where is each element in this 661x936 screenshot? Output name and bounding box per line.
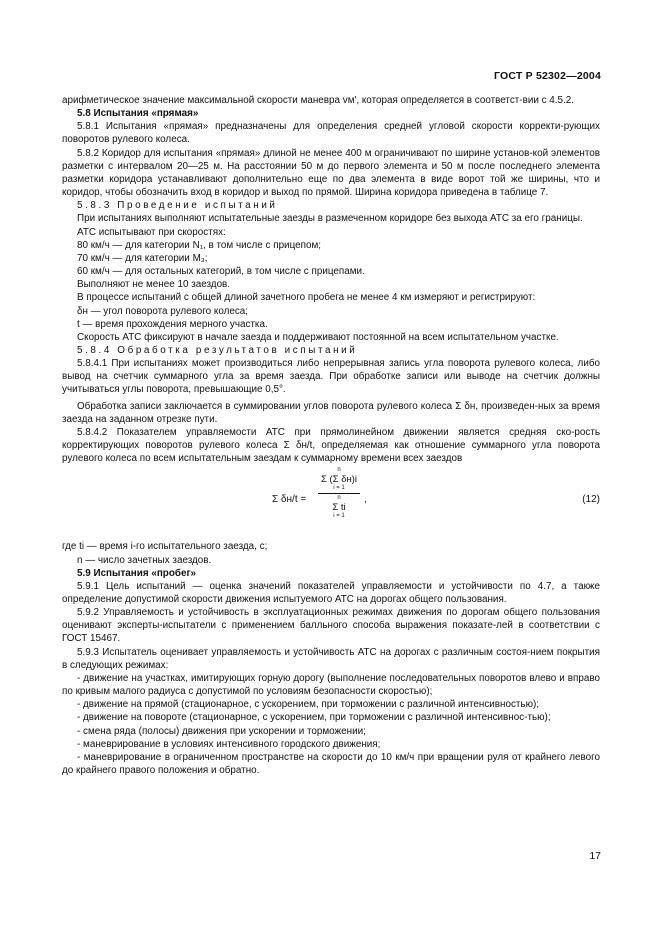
paragraph-line: - движение на повороте (стационарное, с ускорением, при торможении с различной интенсивнос-тью); [77, 712, 551, 724]
paragraph-line: 5.8.3 Проведение испытаний [77, 200, 278, 212]
paragraph-line: арифметическое значение максимальной скорости маневра vм', которая определяется в соответст-вии с 4.5.2. [62, 95, 574, 106]
formula-number: (12) [582, 494, 600, 506]
paragraph-line: 5.8.4.2 Показателем управляемости АТС при прямолинейном движении является средняя ско-рость корректирующих поворотов рулевого колеса Σ δн/t, определяемая как отношение суммарного угла поворота рулевого колеса по всем испытательным заездам к суммарному времени всех заездов [62, 426, 600, 465]
paragraph-line: При испытаниях выполняют испытательные заезды в размеченном коридоре без выхода АТС за его границы. [77, 213, 583, 225]
formula-fraction [316, 467, 362, 520]
paragraph-line: 70 км/ч — для категории M₃; [77, 252, 208, 264]
paragraph-line: 5.8 Испытания «прямая» [77, 108, 199, 120]
body-text [62, 94, 600, 777]
page-number: 17 [589, 850, 601, 862]
numerator-expression: Σ (Σ δн)i [321, 474, 357, 486]
paragraph-line: Обработка записи заключается в суммировании углов поворота рулевого колеса Σ δн, произведен-ных за время заезда на заданном отрезке пути. [62, 400, 600, 425]
formula-comma: , [364, 494, 367, 506]
paragraph-line: 5.9 Испытания «пробег» [77, 567, 197, 579]
paragraph-line: - маневрирование в ограниченном пространстве на скорости до 10 км/ч при вращении руля от крайнего левого до крайнего правого положения и обратно. [62, 751, 600, 777]
paragraph-line: - смена ряда (полосы) движения при ускорении и торможении; [77, 725, 366, 737]
paragraph-line: 60 км/ч — для остальных категорий, в том числе с прицепами. [77, 266, 365, 278]
denominator-top-limit: n [337, 495, 341, 502]
paragraph-line: 5.8.4.1 При испытаниях может производиться либо непрерывная запись угла поворота рулевого колеса, либо вывод на счетчик суммарного угла за время заезда. При обработке записи или выводе на счетчик должны учитываться углы поворота, превышающие 0,5°. [62, 358, 600, 396]
paragraph-line: - движение на прямой (стационарное, с ускорением, при торможении с различной интенсивностью); [77, 699, 540, 711]
paragraph-line: Выполняют не менее 10 заездов. [77, 279, 231, 291]
denominator-expression: Σ ti [332, 502, 346, 514]
paragraph-line: В процессе испытаний с общей длиной зачетного пробега не менее 4 км измеряют и регистрируют: [77, 292, 536, 304]
text-block-1 [62, 94, 600, 465]
paragraph-line: где ti — время i-го испытательного заезда, с; [62, 541, 268, 553]
numerator-top-limit: n [337, 467, 341, 474]
paragraph-line: АТС испытывают при скоростях: [77, 226, 226, 238]
fraction-bar [318, 493, 360, 494]
paragraph-line: n — число зачетных заездов. [77, 554, 212, 566]
paragraph-line: δн — угол поворота рулевого колеса; [77, 305, 249, 317]
paragraph-line: 80 км/ч — для категории N₁, в том числе с прицепом; [77, 239, 321, 251]
denominator-bottom-limit: i = 1 [333, 513, 345, 520]
paragraph-line: Скорость АТС фиксируют в начале заезда и поддерживают постоянной на всем испытательном участке. [77, 331, 559, 343]
paragraph-line: 5.8.1 Испытания «прямая» предназначены для определения средней угловой скорости корректи-рующих поворотов рулевого колеса. [62, 121, 600, 146]
formula-left-side: Σ δн/t = [272, 494, 307, 506]
text-block-2 [62, 540, 600, 777]
numerator-bottom-limit: i = 1 [333, 485, 345, 492]
paragraph-line: 5.9.2 Управляемость и устойчивость в эксплуатационных режимах движения по дорогам общего пользования оценивают эксперты-испытатели с применением балльного способа выражения показате-лей в соответствии с ГОСТ 15467. [62, 607, 600, 645]
paragraph-line: 5.8.2 Коридор для испытания «прямая» длиной не менее 400 м ограничивают по ширине установ-кой элементов разметки с интервалом 20—25 м. На расстоянии 50 м до первого элемента и 50 м после последнего элемента разметки коридора устанавливают дополнительно еще по два элемента в виде ворот той же ширины, что и коридор, чтобы обозначить вход в коридор и выход по прямой. Ширина коридора приведена в таблице 7. [62, 147, 600, 199]
paragraph-line: - движение на участках, имитирующих горную дорогу (выполнение последовательных поворотов влево и вправо по кривым малого радиуса с допустимой по условиям безопасности скоростью); [62, 672, 600, 698]
paragraph-line: t — время прохождения мерного участка. [77, 318, 268, 330]
paragraph-line: 5.8.4 Обработка результатов испытаний [77, 344, 358, 356]
paragraph-line: 5.9.3 Испытатель оценивает управляемость и устойчивость АТС на дорогах с различным состоя-нием покрытия в следующих режимах: [62, 646, 600, 671]
paragraph-line: - маневрирование в условиях интенсивного городского движения; [77, 738, 381, 750]
document-header: ГОСТ Р 52302—2004 [493, 70, 601, 82]
formula-12 [62, 467, 600, 537]
paragraph-line: 5.9.1 Цель испытаний — оценка значений показателей управляемости и устойчивости по 4.7, а также определение допустимой скорости движения испытуемого АТС на дорогах общего пользования. [62, 580, 600, 605]
